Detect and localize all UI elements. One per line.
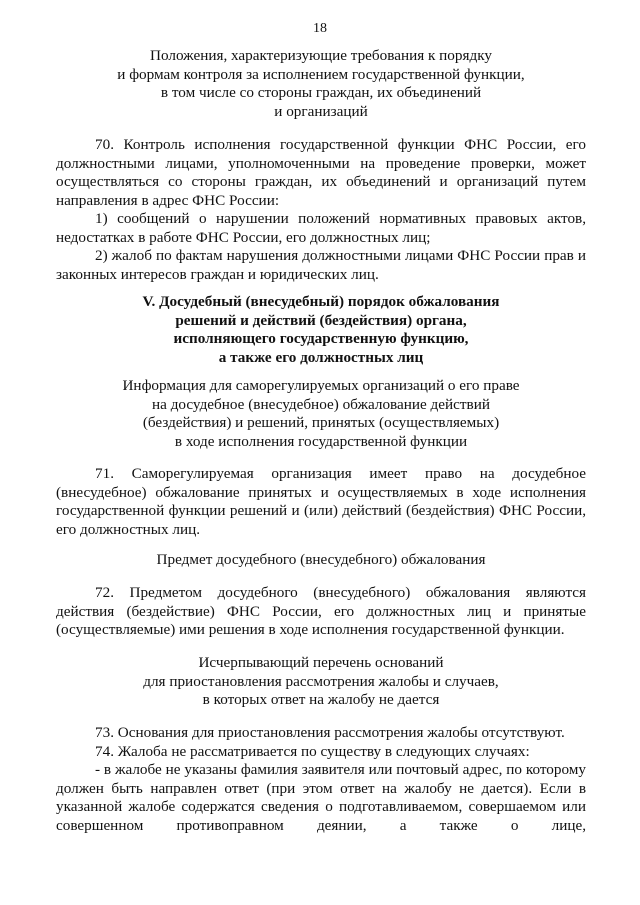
heading-line: в ходе исполнения государственной функции (174, 432, 468, 450)
page-number: 18 (313, 21, 327, 36)
paragraph-72-group (56, 584, 586, 640)
paragraph-70-group (56, 136, 586, 284)
paragraph-72: 72. Предметом досудебного (внесудебного) обжалования являются действия (бездействие) ФНС России, его должностных лиц и принятые (осуществляемые) ими решения в ходе исполнения государственной функции. (56, 584, 586, 638)
paragraph-71-group (56, 465, 586, 539)
paragraph-70: 70. Контроль исполнения государственной функции ФНС России, его должностными лицами, уполномоченными на проведение проверки, может осуществляться со стороны граждан, их объединений и организаций путем направления в адрес ФНС России: (56, 136, 586, 209)
heading-info-sro (56, 377, 586, 451)
heading-line: (бездействия) и решений, принятых (осуществляемых) (142, 414, 500, 431)
paragraph-71: 71. Саморегулируемая организация имеет право на досудебное (внесудебное) обжалование принятых и осуществляемых в ходе исполнения государственной функции решений и (или) действий (бездействия) ФНС России, его должностных лиц. (56, 465, 586, 538)
paragraph-70-item-2: 2) жалоб по фактам нарушения должностными лицами ФНС России прав и законных интересов граждан и юридических лиц. (56, 247, 586, 283)
section-heading-line: а также его должностных лиц (218, 348, 424, 366)
heading-line: и организаций (274, 102, 368, 120)
heading-line: в которых ответ на жалобу не дается (202, 691, 440, 708)
paragraph-74-item: - в жалобе не указаны фамилия заявителя или почтовый адрес, по которому должен быть направлен ответ (при этом ответ на жалобу не дается). Если в указанной жалобе содержатся сведения о подготавливаемом, совершаемом или совершенном противоправном деянии, а также о лице, (56, 761, 586, 834)
section-heading-line: V. Досудебный (внесудебный) порядок обжалования (142, 293, 500, 310)
paragraph-70-item-1: 1) сообщений о нарушении положений нормативных правовых актов, недостатках в работе ФНС России, его должностных лиц; (56, 210, 586, 246)
heading-line: на досудебное (внесудебное) обжалование действий (152, 395, 490, 413)
heading-line: в том числе со стороны граждан, их объединений (160, 84, 482, 101)
heading-line: и формам контроля за исполнением государственной функции, (117, 65, 525, 83)
heading-line: Положения, характеризующие требования к порядку (150, 47, 492, 64)
heading-subject (56, 551, 586, 570)
heading-line: для приостановления рассмотрения жалобы и случаев, (143, 672, 499, 690)
paragraph-74: 74. Жалоба не рассматривается по существу в следующих случаях: (95, 742, 530, 760)
section-heading-line: исполняющего государственную функцию, (173, 330, 469, 347)
heading-control-provisions (56, 47, 586, 121)
heading-line: Исчерпывающий перечень оснований (198, 654, 444, 671)
heading-grounds (56, 654, 586, 710)
heading-line: Информация для саморегулируемых организаций о его праве (122, 377, 520, 394)
paragraph-73-74-group (56, 724, 586, 835)
section-heading-line: решений и действий (бездействия) органа, (175, 311, 467, 329)
section-v-heading (56, 293, 586, 367)
paragraph-73: 73. Основания для приостановления рассмотрения жалобы отсутствуют. (95, 724, 565, 741)
heading-line: Предмет досудебного (внесудебного) обжалования (156, 551, 486, 568)
